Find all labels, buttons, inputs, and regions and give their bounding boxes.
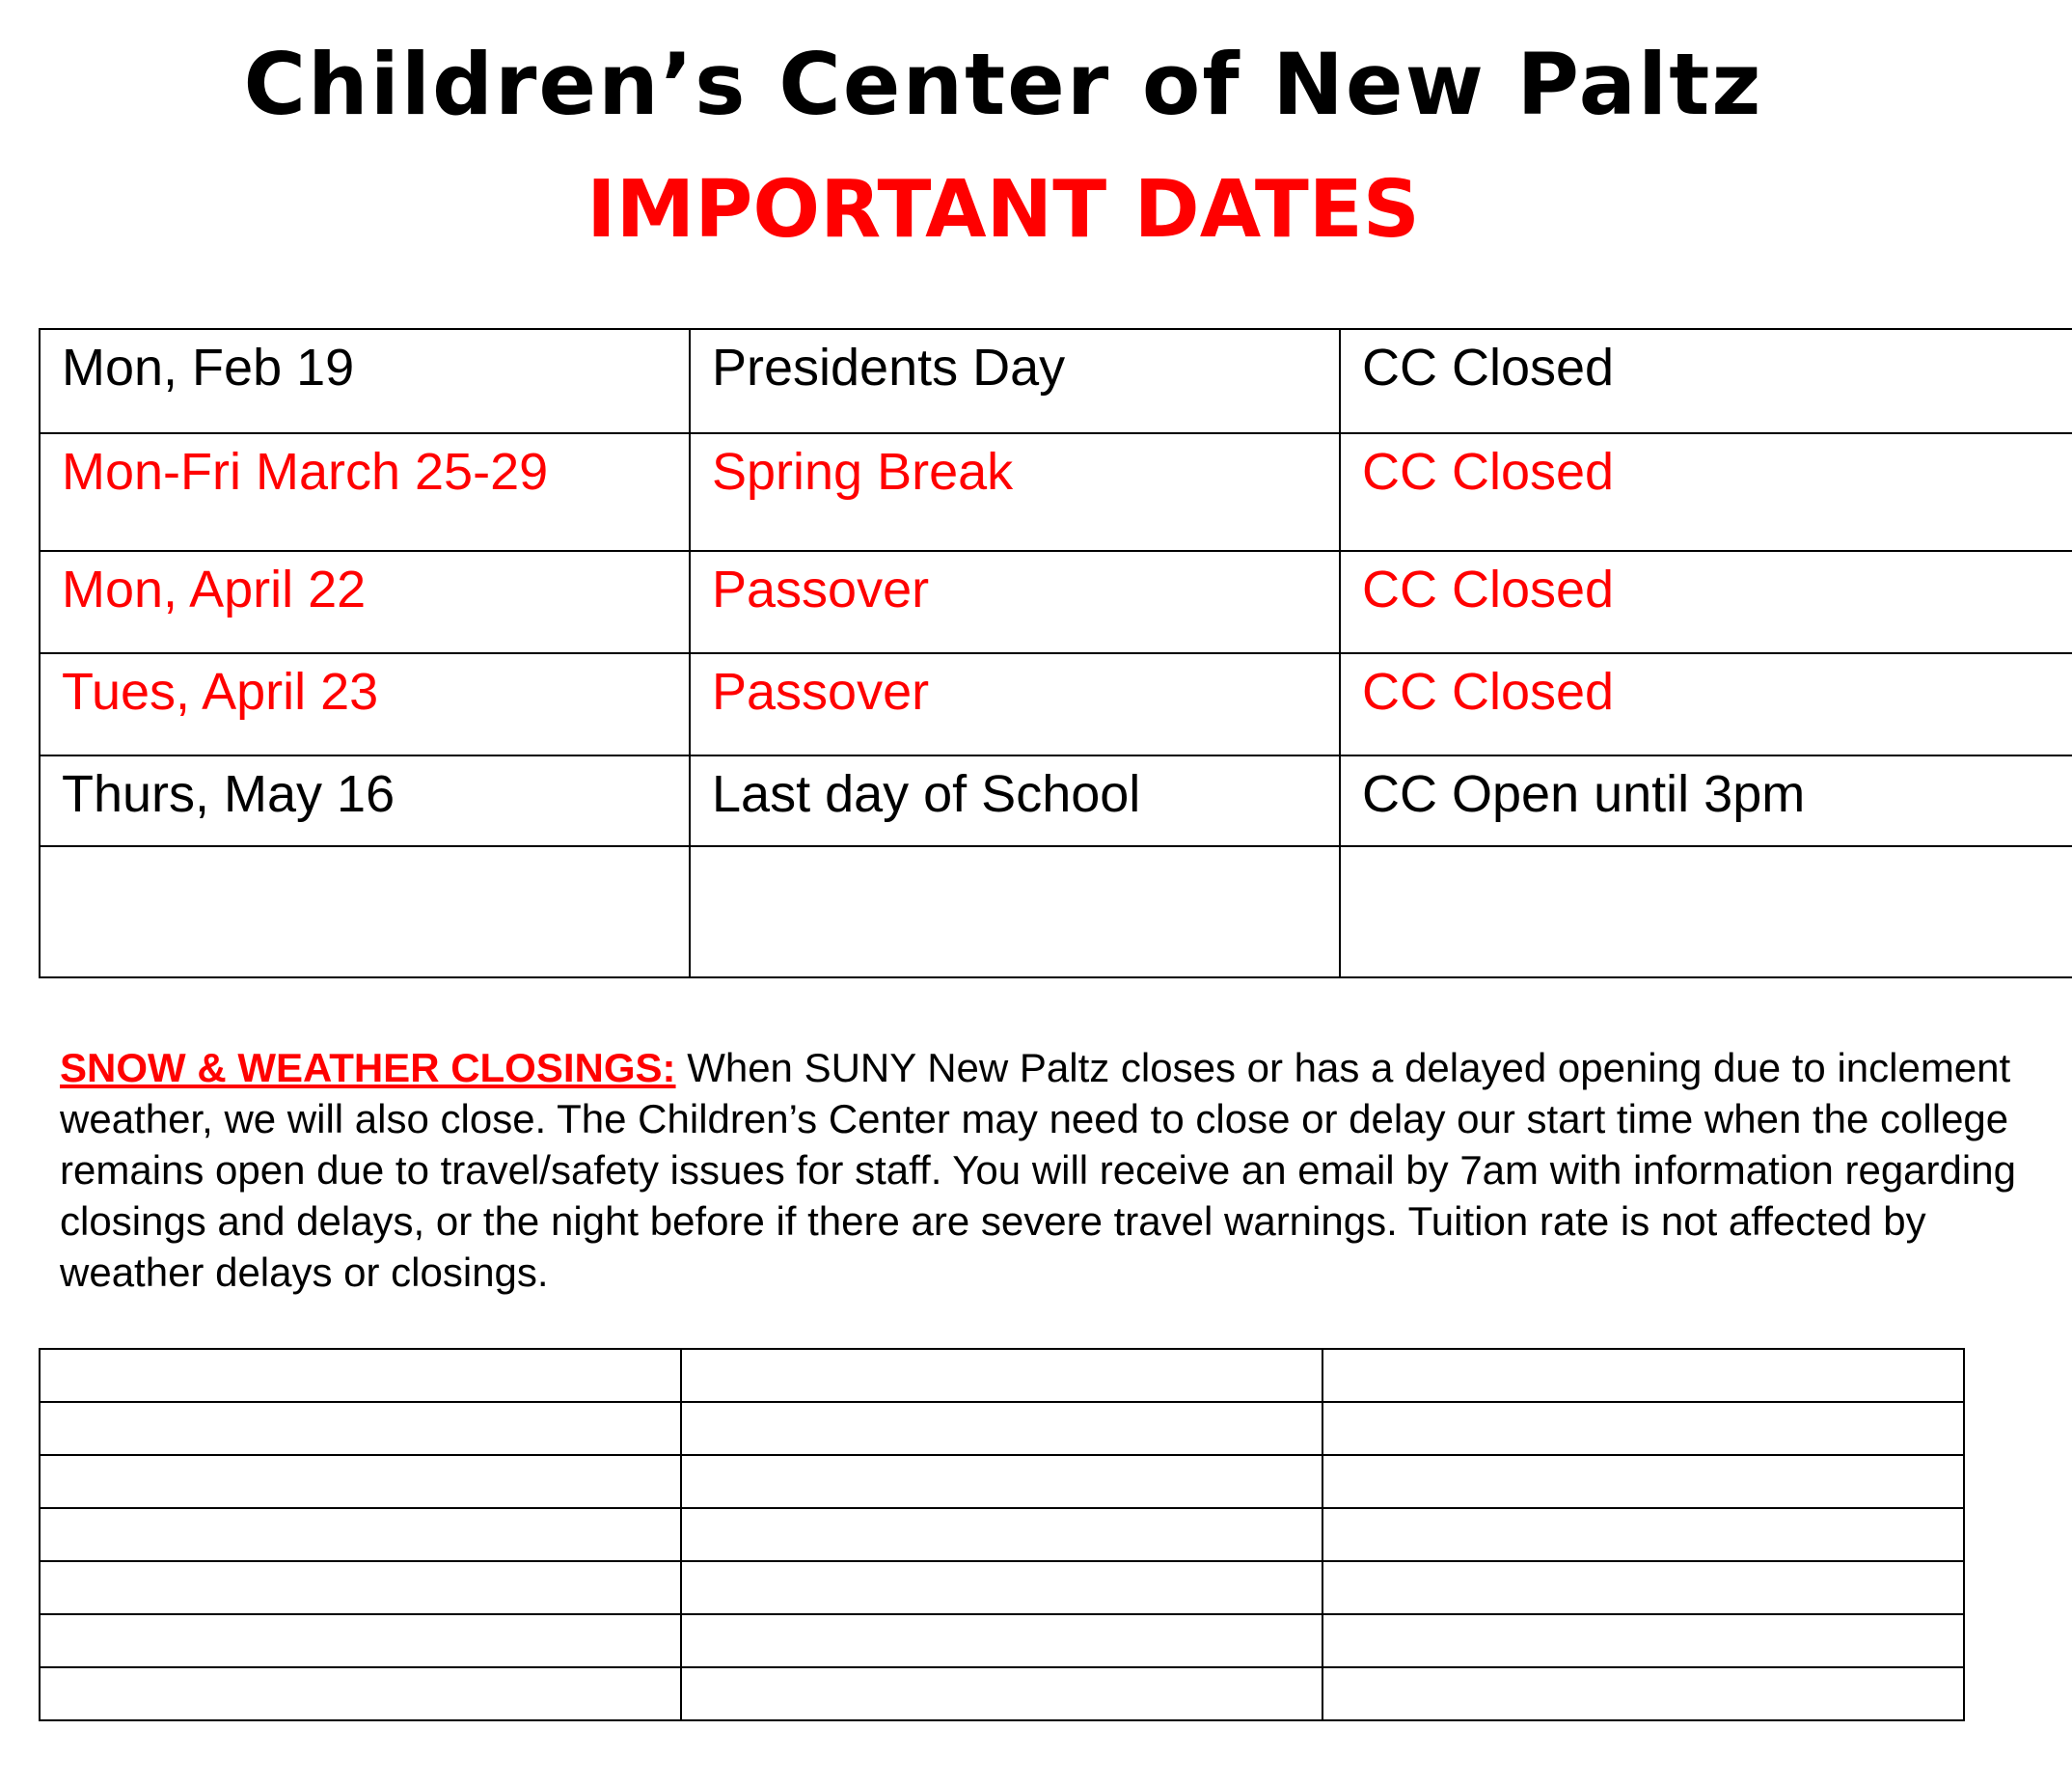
event-cell: Passover	[690, 551, 1340, 653]
status-cell: CC Closed	[1340, 329, 2072, 433]
blank-row	[40, 1614, 1964, 1667]
blank-cell	[1322, 1349, 1964, 1402]
date-cell: Mon-Fri March 25-29	[40, 433, 690, 551]
blank-cell	[1322, 1561, 1964, 1614]
date-cell	[40, 846, 690, 977]
weather-closing-notice	[60, 1042, 2028, 1298]
event-cell: Spring Break	[690, 433, 1340, 551]
status-cell: CC Closed	[1340, 433, 2072, 551]
blank-cell	[40, 1667, 681, 1720]
important-dates-table	[39, 328, 2072, 978]
blank-row	[40, 1561, 1964, 1614]
blank-cell	[681, 1349, 1322, 1402]
blank-row	[40, 1508, 1964, 1561]
page-title: Children’s Center of New Paltz	[243, 35, 1763, 134]
blank-cell	[40, 1561, 681, 1614]
blank-cell	[40, 1402, 681, 1455]
blank-cell	[681, 1402, 1322, 1455]
blank-cell	[40, 1455, 681, 1508]
blank-row	[40, 1455, 1964, 1508]
date-cell: Tues, April 23	[40, 653, 690, 755]
table-row-empty	[40, 846, 2072, 977]
weather-notice-body: When SUNY New Paltz closes or has a delayed opening due to inclement weather, we will also close. The Children’s Center may need to close or delay our start time when the college remains open due to travel/safety issues for staff. You will receive an email by 7am with information regarding closings and delays, or the night before if there are severe travel warnings. Tuition rate is not affected by weather delays or closings.	[60, 1045, 2016, 1295]
date-cell: Mon, April 22	[40, 551, 690, 653]
status-cell: CC Closed	[1340, 551, 2072, 653]
event-cell: Passover	[690, 653, 1340, 755]
event-cell: Presidents Day	[690, 329, 1340, 433]
table-row	[40, 653, 2072, 755]
blank-cell	[681, 1561, 1322, 1614]
table-row	[40, 433, 2072, 551]
blank-row	[40, 1667, 1964, 1720]
table-row	[40, 329, 2072, 433]
blank-cell	[681, 1614, 1322, 1667]
event-cell	[690, 846, 1340, 977]
blank-row	[40, 1349, 1964, 1402]
status-cell: CC Open until 3pm	[1340, 755, 2072, 846]
blank-cell	[40, 1349, 681, 1402]
weather-notice-heading: SNOW & WEATHER CLOSINGS:	[60, 1045, 676, 1090]
blank-cell	[681, 1455, 1322, 1508]
blank-cell	[40, 1508, 681, 1561]
table-row	[40, 755, 2072, 846]
blank-cell	[40, 1614, 681, 1667]
date-cell: Mon, Feb 19	[40, 329, 690, 433]
blank-cell	[1322, 1455, 1964, 1508]
blank-cell	[681, 1667, 1322, 1720]
date-cell: Thurs, May 16	[40, 755, 690, 846]
event-cell: Last day of School	[690, 755, 1340, 846]
status-cell	[1340, 846, 2072, 977]
page-subtitle: IMPORTANT DATES	[586, 164, 1420, 256]
blank-cell	[1322, 1402, 1964, 1455]
status-cell: CC Closed	[1340, 653, 2072, 755]
blank-grid-table	[39, 1348, 1965, 1721]
blank-cell	[1322, 1508, 1964, 1561]
blank-row	[40, 1402, 1964, 1455]
blank-cell	[1322, 1614, 1964, 1667]
blank-cell	[681, 1508, 1322, 1561]
table-row	[40, 551, 2072, 653]
blank-cell	[1322, 1667, 1964, 1720]
